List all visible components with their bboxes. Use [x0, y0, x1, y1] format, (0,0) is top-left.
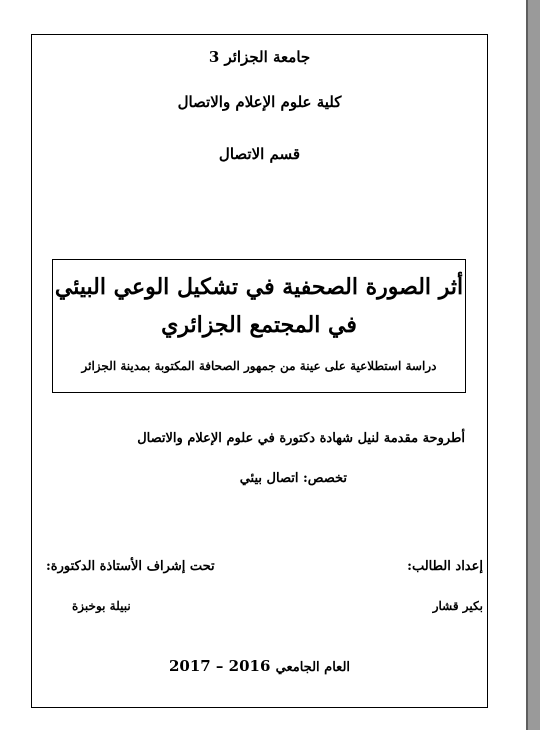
thesis-subtitle: دراسة استطلاعية على عينة من جمهور الصحافة المكتوبة بمدينة الجزائر	[81, 359, 437, 373]
university-name: جامعة الجزائر 3	[208, 48, 311, 66]
faculty-name: كلية علوم الإعلام والاتصال	[177, 93, 342, 111]
thesis-specialty: تخصص: اتصال بيئي	[239, 471, 347, 486]
academic-year-label: العام الجامعي	[275, 660, 351, 675]
window-scrollbar[interactable]	[528, 0, 540, 730]
thesis-title-line-2: في المجتمع الجزائري	[161, 312, 357, 338]
thesis-degree-note: أطروحة مقدمة لنيل شهادة دكتورة في علوم الإعلام والاتصال	[137, 431, 465, 446]
student-label: إعداد الطالب:	[407, 559, 483, 574]
academic-year	[32, 657, 487, 675]
supervisor-name: نبيلة بوخبزة	[72, 599, 131, 613]
supervisor-label: تحت إشراف الأستاذة الدكتورة:	[46, 559, 215, 574]
academic-year-value: 2017 – 2016	[168, 657, 271, 675]
thesis-title-line-1: أثر الصورة الصحفية في تشكيل الوعي البيئي	[54, 274, 464, 300]
thesis-title-box	[52, 259, 466, 393]
document-page	[31, 34, 488, 708]
student-name: بكير قشار	[432, 599, 483, 613]
department-name: قسم الاتصال	[218, 145, 301, 163]
